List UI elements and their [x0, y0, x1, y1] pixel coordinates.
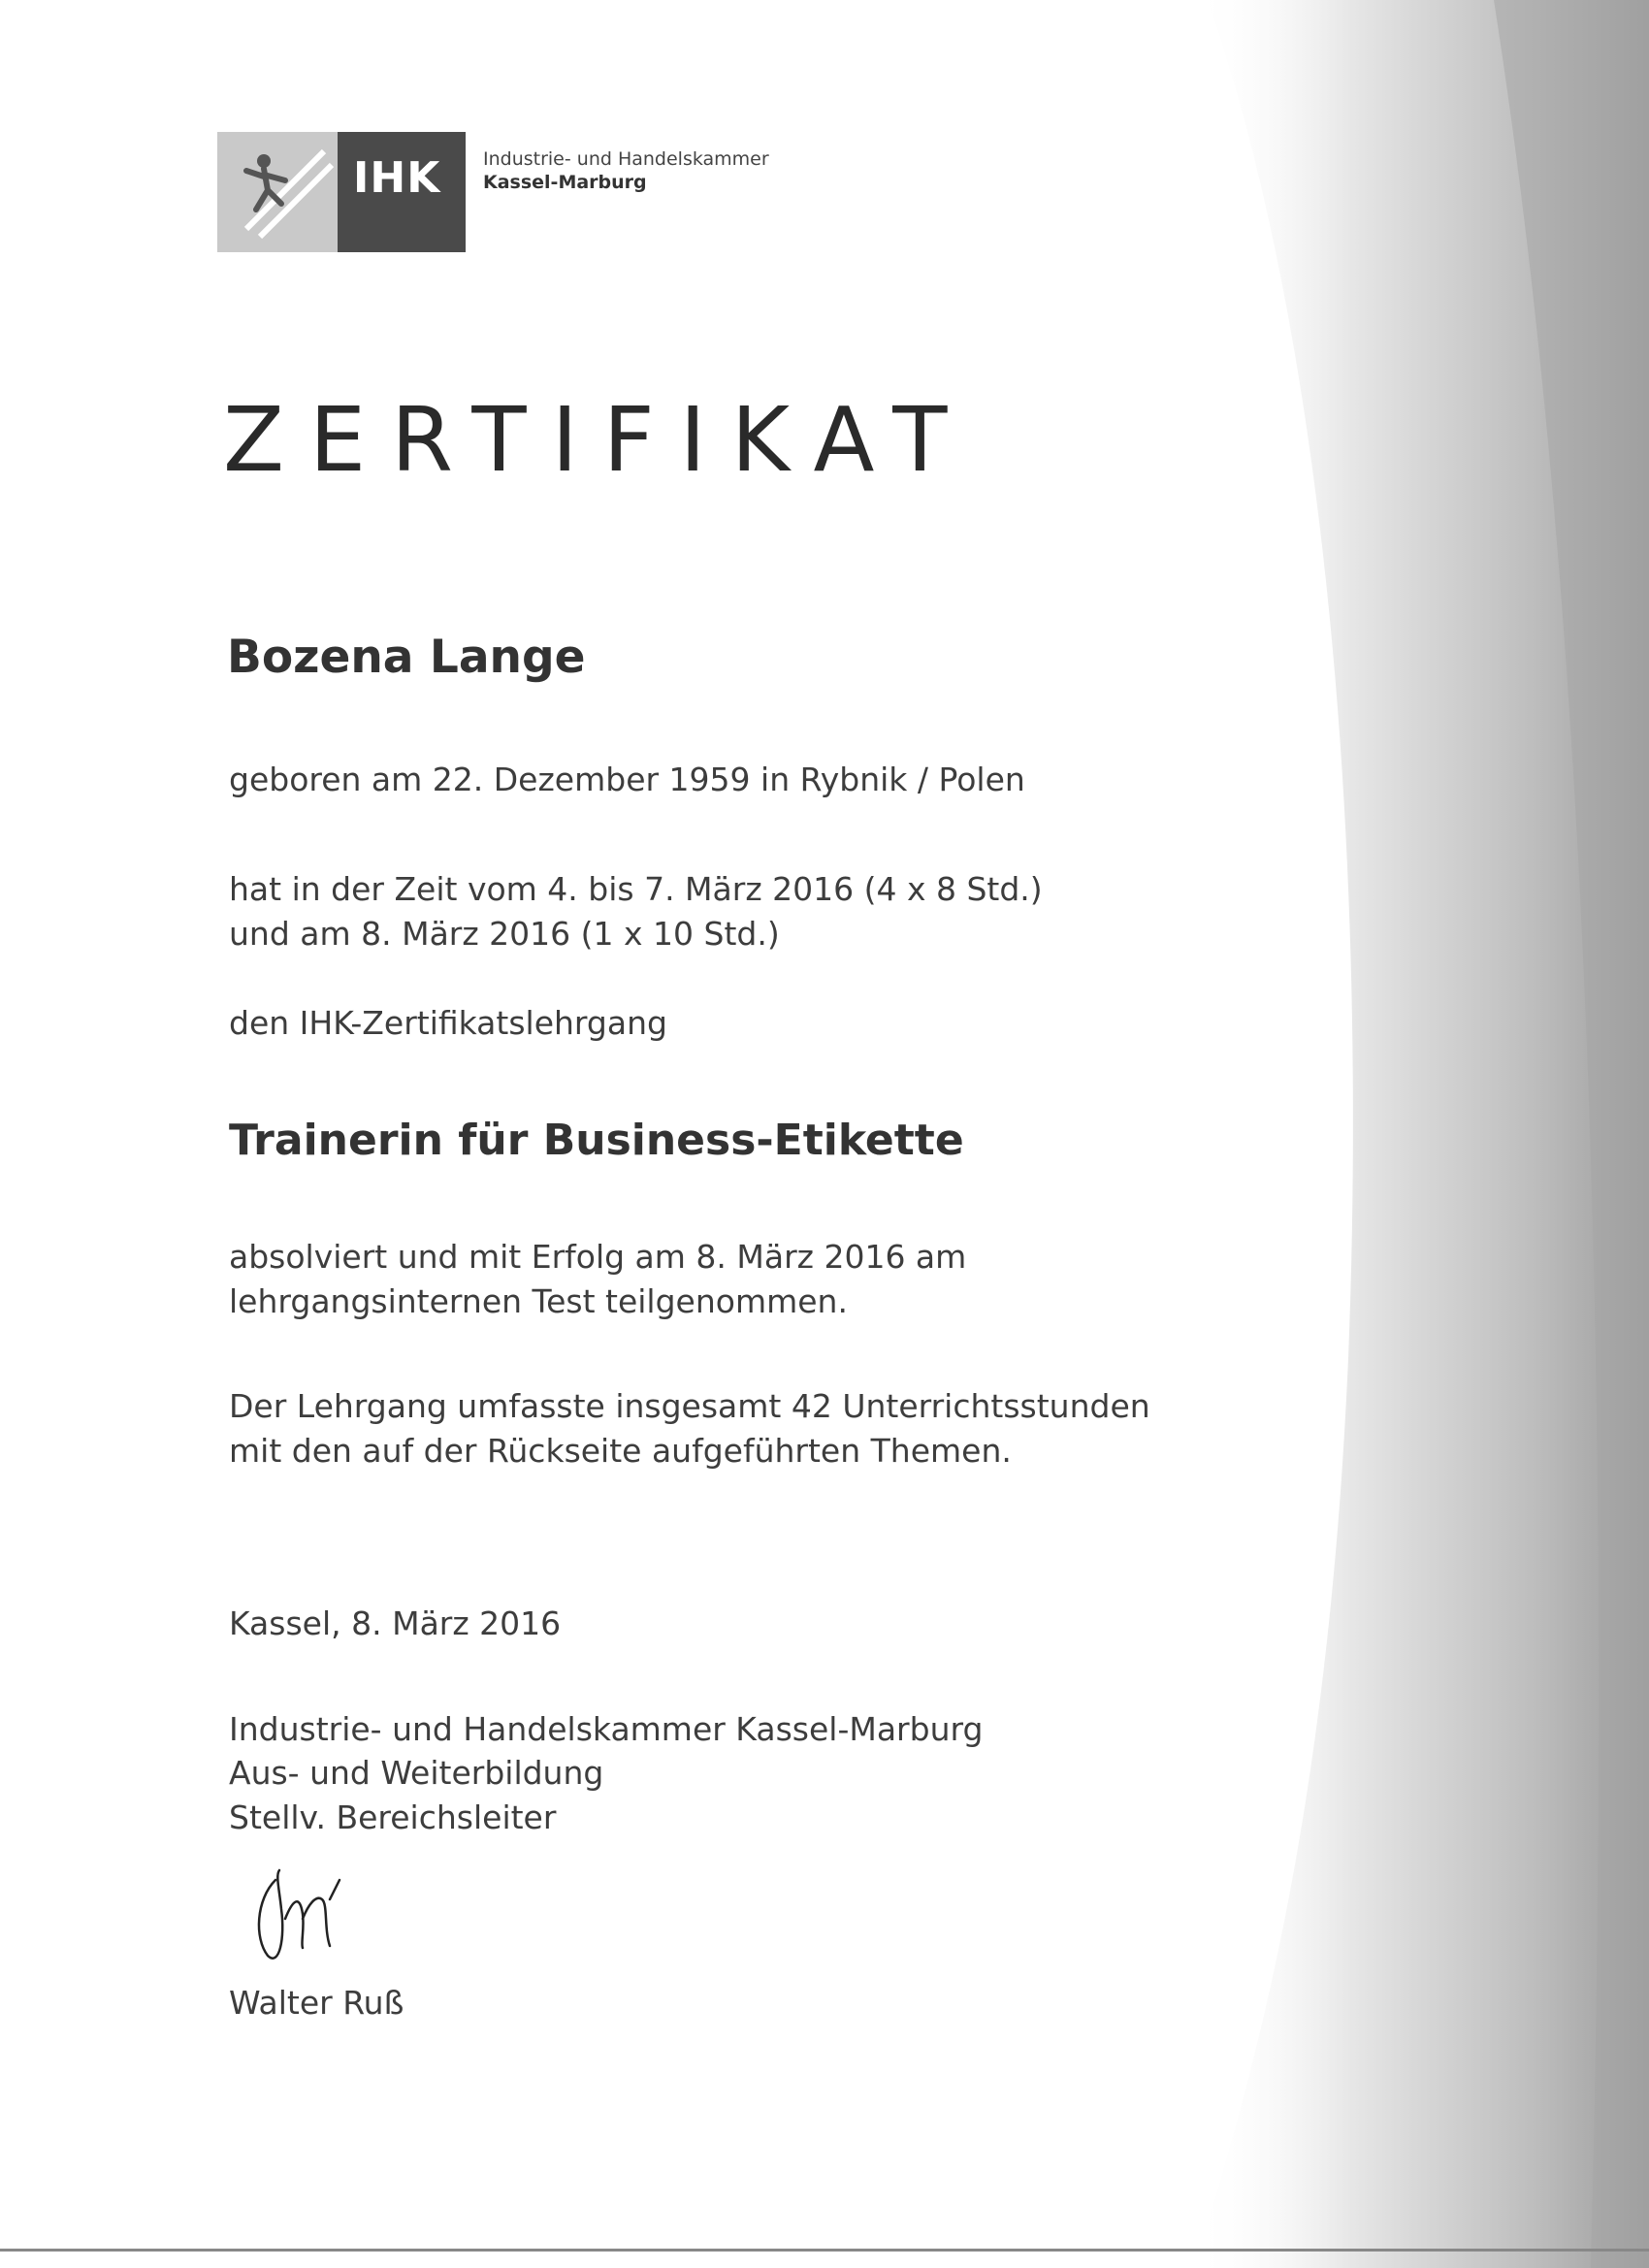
figure-icon [217, 132, 338, 252]
scan-edge-rule [0, 2249, 1649, 2252]
course-intro: den IHK-Zertifikatslehrgang [229, 1004, 667, 1042]
course-name: Trainerin für Business-Etikette [229, 1116, 964, 1165]
scope-line-1: Der Lehrgang umfasste insgesamt 42 Unterrichtsstunden [229, 1387, 1150, 1425]
issuer-line-2: Aus- und Weiterbildung [229, 1754, 604, 1792]
completion-line-2: lehrgangsinternen Test teilgenommen. [229, 1282, 848, 1320]
org-line-2: Kassel-Marburg [483, 172, 647, 193]
signatory-name: Walter Ruß [229, 1984, 404, 2022]
recipient-name: Bozena Lange [227, 631, 586, 684]
org-line-1: Industrie- und Handelskammer [483, 148, 769, 170]
issuer-line-3: Stellv. Bereichsleiter [229, 1798, 557, 1836]
birth-line: geboren am 22. Dezember 1959 in Rybnik / Polen [229, 761, 1025, 798]
ihk-logo [217, 132, 466, 252]
scope-line-2: mit den auf der Rückseite aufgeführten Themen. [229, 1432, 1012, 1470]
certificate-title: ZERTIFIKAT [223, 388, 973, 492]
handwritten-signature [246, 1861, 382, 1967]
organization-name [483, 147, 769, 194]
logo-text: IHK [353, 153, 441, 203]
period-line-1: hat in der Zeit vom 4. bis 7. März 2016 (4 x 8 Std.) [229, 870, 1043, 908]
period-line-2: und am 8. März 2016 (1 x 10 Std.) [229, 915, 780, 953]
logo-emblem [217, 132, 338, 252]
place-date: Kassel, 8. März 2016 [229, 1604, 562, 1642]
issuer-line-1: Industrie- und Handelskammer Kassel-Marburg [229, 1710, 984, 1748]
completion-line-1: absolviert und mit Erfolg am 8. März 2016 am [229, 1238, 967, 1276]
